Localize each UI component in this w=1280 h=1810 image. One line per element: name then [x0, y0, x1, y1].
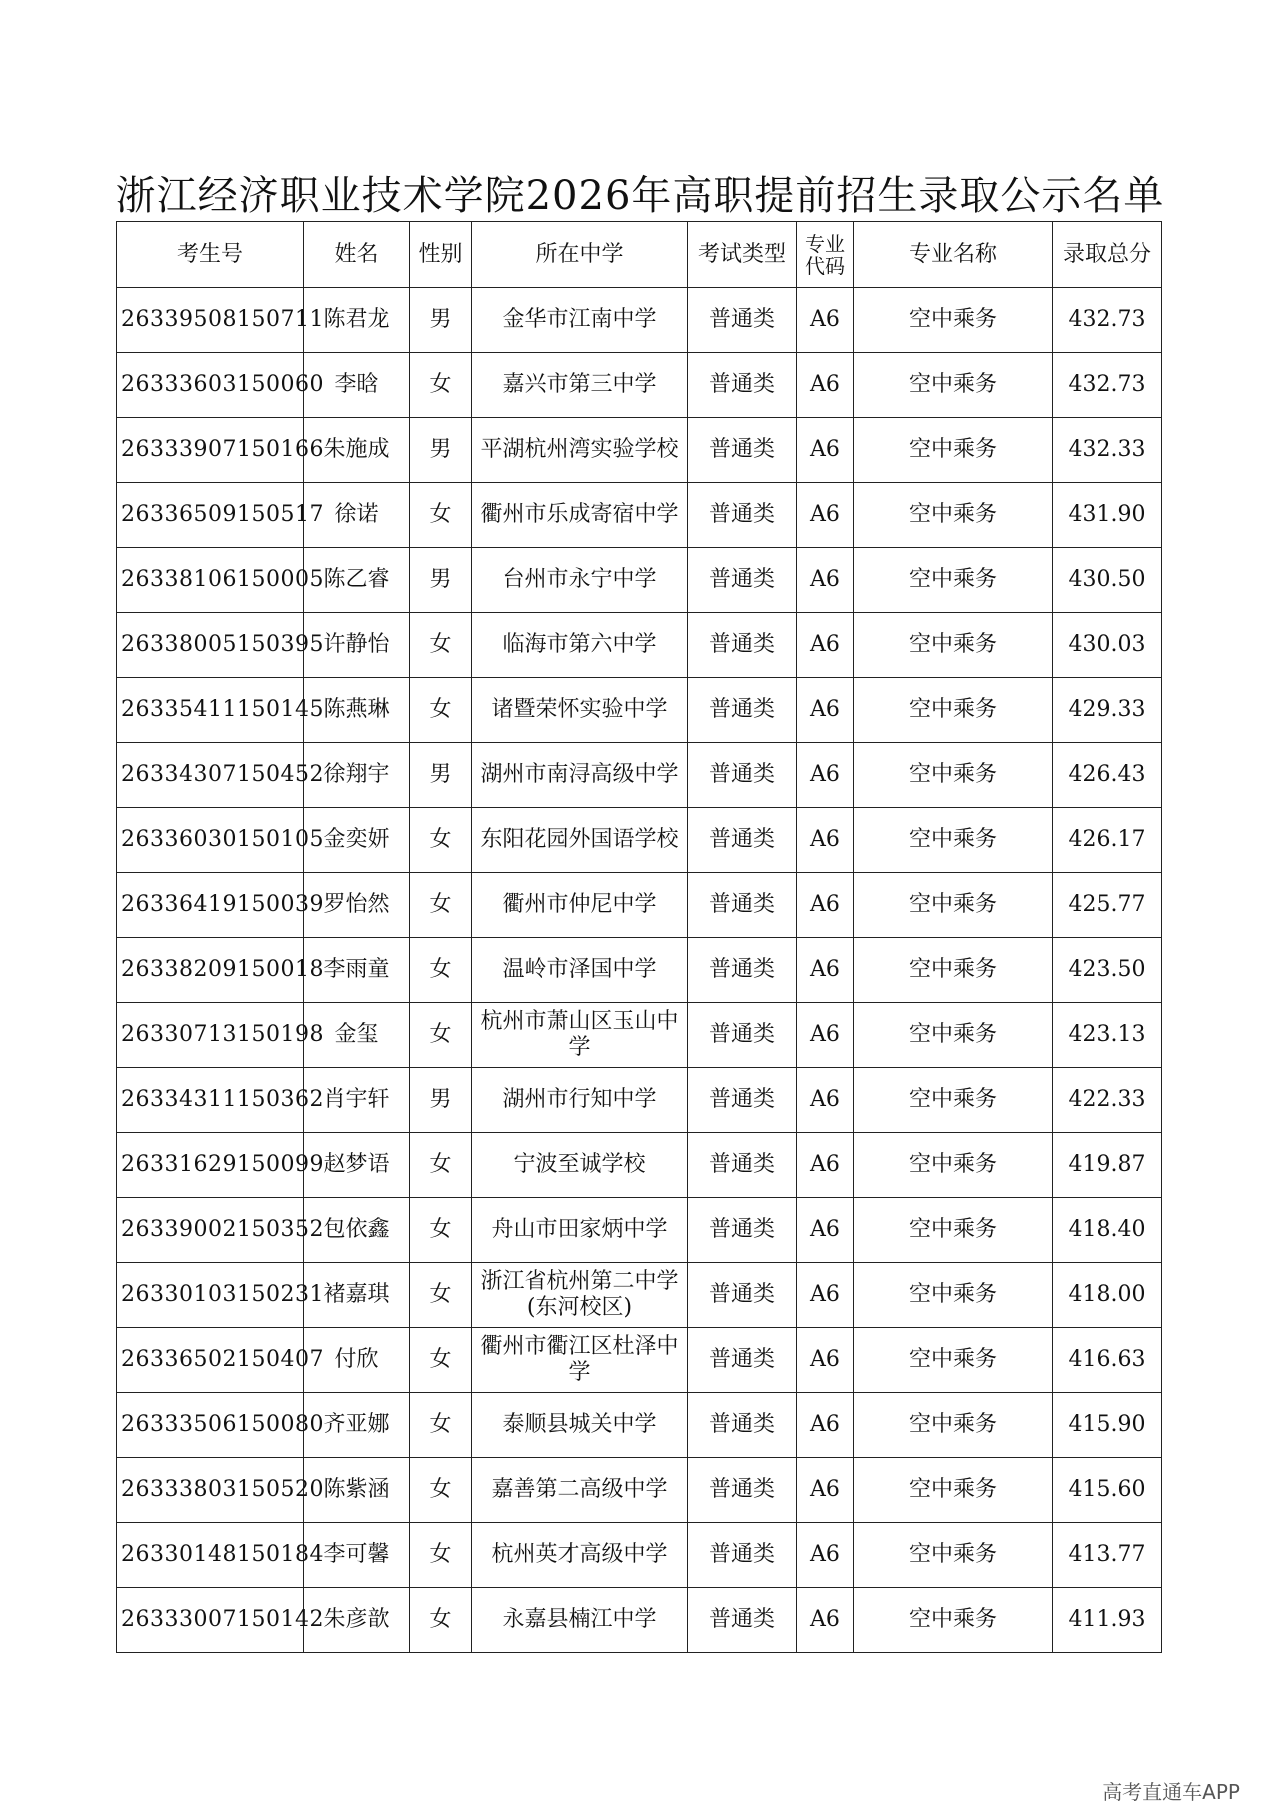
table-row [117, 418, 1162, 483]
major-name-cell: 空中乘务 [854, 1003, 1053, 1068]
exam-type-cell: 普通类 [688, 548, 797, 613]
total-score-cell: 431.90 [1053, 483, 1162, 548]
total-score-cell: 432.73 [1053, 288, 1162, 353]
total-score-cell: 416.63 [1053, 1328, 1162, 1393]
exam-type-cell: 普通类 [688, 483, 797, 548]
name-cell: 陈君龙 [304, 288, 410, 353]
school-cell: 衢州市衢江区杜泽中学 [472, 1328, 688, 1393]
major-code-cell: A6 [797, 678, 854, 743]
header-name: 姓名 [304, 222, 410, 288]
major-name-cell: 空中乘务 [854, 613, 1053, 678]
header-school: 所在中学 [472, 222, 688, 288]
school-cell: 金华市江南中学 [472, 288, 688, 353]
school-cell: 衢州市乐成寄宿中学 [472, 483, 688, 548]
name-cell: 陈紫涵 [304, 1458, 410, 1523]
major-code-cell: A6 [797, 938, 854, 1003]
table-row [117, 873, 1162, 938]
major-name-cell: 空中乘务 [854, 548, 1053, 613]
total-score-cell: 430.03 [1053, 613, 1162, 678]
table-row [117, 1003, 1162, 1068]
total-score-cell: 432.33 [1053, 418, 1162, 483]
gender-cell: 女 [410, 1133, 472, 1198]
exam-type-cell: 普通类 [688, 1198, 797, 1263]
exam-type-cell: 普通类 [688, 1263, 797, 1328]
major-name-cell: 空中乘务 [854, 288, 1053, 353]
total-score-cell: 415.90 [1053, 1393, 1162, 1458]
exam-type-cell: 普通类 [688, 1458, 797, 1523]
header-total-score: 录取总分 [1053, 222, 1162, 288]
admission-table [116, 221, 1162, 1653]
school-cell: 永嘉县楠江中学 [472, 1588, 688, 1653]
table-row [117, 1588, 1162, 1653]
name-cell: 李可馨 [304, 1523, 410, 1588]
total-score-cell: 418.00 [1053, 1263, 1162, 1328]
table-row [117, 1393, 1162, 1458]
exam-type-cell: 普通类 [688, 613, 797, 678]
school-cell: 嘉善第二高级中学 [472, 1458, 688, 1523]
exam-type-cell: 普通类 [688, 1393, 797, 1458]
major-name-cell: 空中乘务 [854, 1523, 1053, 1588]
major-name-cell: 空中乘务 [854, 1263, 1053, 1328]
name-cell: 陈燕琳 [304, 678, 410, 743]
major-name-cell: 空中乘务 [854, 938, 1053, 1003]
major-code-cell: A6 [797, 1003, 854, 1068]
total-score-cell: 426.43 [1053, 743, 1162, 808]
major-name-cell: 空中乘务 [854, 1198, 1053, 1263]
major-code-cell: A6 [797, 613, 854, 678]
exam-number-cell: 26339002150352 [117, 1198, 304, 1263]
school-cell: 泰顺县城关中学 [472, 1393, 688, 1458]
major-code-cell: A6 [797, 288, 854, 353]
table-row [117, 808, 1162, 873]
major-code-cell: A6 [797, 1523, 854, 1588]
exam-number-cell: 26336030150105 [117, 808, 304, 873]
table-row [117, 483, 1162, 548]
major-code-cell: A6 [797, 1458, 854, 1523]
gender-cell: 女 [410, 938, 472, 1003]
table-row [117, 743, 1162, 808]
gender-cell: 男 [410, 288, 472, 353]
major-code-cell: A6 [797, 1588, 854, 1653]
table-row [117, 1198, 1162, 1263]
table-header-row [117, 222, 1162, 288]
school-cell: 湖州市南浔高级中学 [472, 743, 688, 808]
major-name-cell: 空中乘务 [854, 353, 1053, 418]
gender-cell: 女 [410, 353, 472, 418]
gender-cell: 女 [410, 1198, 472, 1263]
exam-type-cell: 普通类 [688, 288, 797, 353]
school-cell: 嘉兴市第三中学 [472, 353, 688, 418]
school-cell: 台州市永宁中学 [472, 548, 688, 613]
major-code-cell: A6 [797, 1328, 854, 1393]
school-cell: 宁波至诚学校 [472, 1133, 688, 1198]
name-cell: 齐亚娜 [304, 1393, 410, 1458]
total-score-cell: 418.40 [1053, 1198, 1162, 1263]
gender-cell: 女 [410, 1588, 472, 1653]
major-code-cell: A6 [797, 548, 854, 613]
header-exam-type: 考试类型 [688, 222, 797, 288]
table-row [117, 1263, 1162, 1328]
name-cell: 朱彦歆 [304, 1588, 410, 1653]
exam-type-cell: 普通类 [688, 1588, 797, 1653]
major-code-cell: A6 [797, 353, 854, 418]
major-name-cell: 空中乘务 [854, 873, 1053, 938]
exam-number-cell: 26339508150711 [117, 288, 304, 353]
exam-number-cell: 26338005150395 [117, 613, 304, 678]
name-cell: 徐诺 [304, 483, 410, 548]
major-code-cell: A6 [797, 1198, 854, 1263]
table-row [117, 678, 1162, 743]
name-cell: 陈乙睿 [304, 548, 410, 613]
table-row [117, 548, 1162, 613]
total-score-cell: 423.13 [1053, 1003, 1162, 1068]
school-cell: 浙江省杭州第二中学(东河校区) [472, 1263, 688, 1328]
major-name-cell: 空中乘务 [854, 743, 1053, 808]
name-cell: 李雨童 [304, 938, 410, 1003]
school-cell: 杭州市萧山区玉山中学 [472, 1003, 688, 1068]
exam-number-cell: 26338106150005 [117, 548, 304, 613]
table-body [117, 288, 1162, 1653]
major-code-cell: A6 [797, 418, 854, 483]
exam-number-cell: 26334311150362 [117, 1068, 304, 1133]
major-name-cell: 空中乘务 [854, 1393, 1053, 1458]
school-cell: 温岭市泽国中学 [472, 938, 688, 1003]
gender-cell: 女 [410, 873, 472, 938]
exam-number-cell: 26333506150080 [117, 1393, 304, 1458]
header-gender: 性别 [410, 222, 472, 288]
total-score-cell: 429.33 [1053, 678, 1162, 743]
exam-number-cell: 26330103150231 [117, 1263, 304, 1328]
exam-number-cell: 26333007150142 [117, 1588, 304, 1653]
total-score-cell: 419.87 [1053, 1133, 1162, 1198]
major-name-cell: 空中乘务 [854, 1458, 1053, 1523]
exam-number-cell: 26334307150452 [117, 743, 304, 808]
total-score-cell: 423.50 [1053, 938, 1162, 1003]
header-exam-number: 考生号 [117, 222, 304, 288]
table-row [117, 288, 1162, 353]
name-cell: 金玺 [304, 1003, 410, 1068]
gender-cell: 女 [410, 613, 472, 678]
header-major-name: 专业名称 [854, 222, 1053, 288]
exam-number-cell: 26333803150520 [117, 1458, 304, 1523]
major-name-cell: 空中乘务 [854, 808, 1053, 873]
total-score-cell: 425.77 [1053, 873, 1162, 938]
major-name-cell: 空中乘务 [854, 418, 1053, 483]
total-score-cell: 413.77 [1053, 1523, 1162, 1588]
school-cell: 临海市第六中学 [472, 613, 688, 678]
exam-number-cell: 26336502150407 [117, 1328, 304, 1393]
exam-type-cell: 普通类 [688, 938, 797, 1003]
school-cell: 杭州英才高级中学 [472, 1523, 688, 1588]
major-name-cell: 空中乘务 [854, 1328, 1053, 1393]
school-cell: 东阳花园外国语学校 [472, 808, 688, 873]
exam-type-cell: 普通类 [688, 418, 797, 483]
exam-number-cell: 26333603150060 [117, 353, 304, 418]
page-title: 浙江经济职业技术学院2026年高职提前招生录取公示名单 [115, 173, 1165, 219]
exam-number-cell: 26336509150517 [117, 483, 304, 548]
school-cell: 平湖杭州湾实验学校 [472, 418, 688, 483]
name-cell: 朱施成 [304, 418, 410, 483]
header-major-code: 专业代码 [797, 222, 854, 288]
exam-number-cell: 26330148150184 [117, 1523, 304, 1588]
major-code-cell: A6 [797, 483, 854, 548]
exam-type-cell: 普通类 [688, 808, 797, 873]
gender-cell: 女 [410, 808, 472, 873]
school-cell: 诸暨荣怀实验中学 [472, 678, 688, 743]
total-score-cell: 430.50 [1053, 548, 1162, 613]
exam-type-cell: 普通类 [688, 1328, 797, 1393]
major-code-cell: A6 [797, 1068, 854, 1133]
table-row [117, 353, 1162, 418]
total-score-cell: 415.60 [1053, 1458, 1162, 1523]
gender-cell: 女 [410, 1523, 472, 1588]
exam-type-cell: 普通类 [688, 1133, 797, 1198]
major-name-cell: 空中乘务 [854, 678, 1053, 743]
table-row [117, 1458, 1162, 1523]
gender-cell: 女 [410, 1003, 472, 1068]
gender-cell: 女 [410, 1263, 472, 1328]
total-score-cell: 422.33 [1053, 1068, 1162, 1133]
name-cell: 金奕妍 [304, 808, 410, 873]
name-cell: 包依鑫 [304, 1198, 410, 1263]
major-code-cell: A6 [797, 1393, 854, 1458]
name-cell: 肖宇轩 [304, 1068, 410, 1133]
gender-cell: 女 [410, 483, 472, 548]
name-cell: 许静怡 [304, 613, 410, 678]
gender-cell: 女 [410, 678, 472, 743]
exam-type-cell: 普通类 [688, 353, 797, 418]
table-row [117, 613, 1162, 678]
major-name-cell: 空中乘务 [854, 1588, 1053, 1653]
exam-type-cell: 普通类 [688, 1003, 797, 1068]
name-cell: 褚嘉琪 [304, 1263, 410, 1328]
major-name-cell: 空中乘务 [854, 1068, 1053, 1133]
total-score-cell: 411.93 [1053, 1588, 1162, 1653]
major-code-cell: A6 [797, 873, 854, 938]
exam-type-cell: 普通类 [688, 678, 797, 743]
gender-cell: 男 [410, 1068, 472, 1133]
name-cell: 徐翔宇 [304, 743, 410, 808]
name-cell: 李晗 [304, 353, 410, 418]
exam-type-cell: 普通类 [688, 1068, 797, 1133]
exam-type-cell: 普通类 [688, 873, 797, 938]
table-row [117, 1133, 1162, 1198]
exam-number-cell: 26335411150145 [117, 678, 304, 743]
gender-cell: 男 [410, 548, 472, 613]
exam-number-cell: 26333907150166 [117, 418, 304, 483]
gender-cell: 男 [410, 743, 472, 808]
gender-cell: 女 [410, 1328, 472, 1393]
exam-type-cell: 普通类 [688, 743, 797, 808]
name-cell: 罗怡然 [304, 873, 410, 938]
total-score-cell: 432.73 [1053, 353, 1162, 418]
table-row [117, 1523, 1162, 1588]
total-score-cell: 426.17 [1053, 808, 1162, 873]
exam-number-cell: 26330713150198 [117, 1003, 304, 1068]
watermark-text: 高考直通车APP [1102, 1780, 1240, 1804]
gender-cell: 女 [410, 1458, 472, 1523]
gender-cell: 女 [410, 1393, 472, 1458]
exam-number-cell: 26336419150039 [117, 873, 304, 938]
school-cell: 湖州市行知中学 [472, 1068, 688, 1133]
major-name-cell: 空中乘务 [854, 1133, 1053, 1198]
major-code-cell: A6 [797, 1263, 854, 1328]
school-cell: 舟山市田家炳中学 [472, 1198, 688, 1263]
major-code-cell: A6 [797, 808, 854, 873]
table-row [117, 1068, 1162, 1133]
exam-number-cell: 26338209150018 [117, 938, 304, 1003]
major-code-cell: A6 [797, 1133, 854, 1198]
exam-type-cell: 普通类 [688, 1523, 797, 1588]
major-code-cell: A6 [797, 743, 854, 808]
name-cell: 赵梦语 [304, 1133, 410, 1198]
school-cell: 衢州市仲尼中学 [472, 873, 688, 938]
table-row [117, 938, 1162, 1003]
exam-number-cell: 26331629150099 [117, 1133, 304, 1198]
table-row [117, 1328, 1162, 1393]
name-cell: 付欣 [304, 1328, 410, 1393]
gender-cell: 男 [410, 418, 472, 483]
major-name-cell: 空中乘务 [854, 483, 1053, 548]
